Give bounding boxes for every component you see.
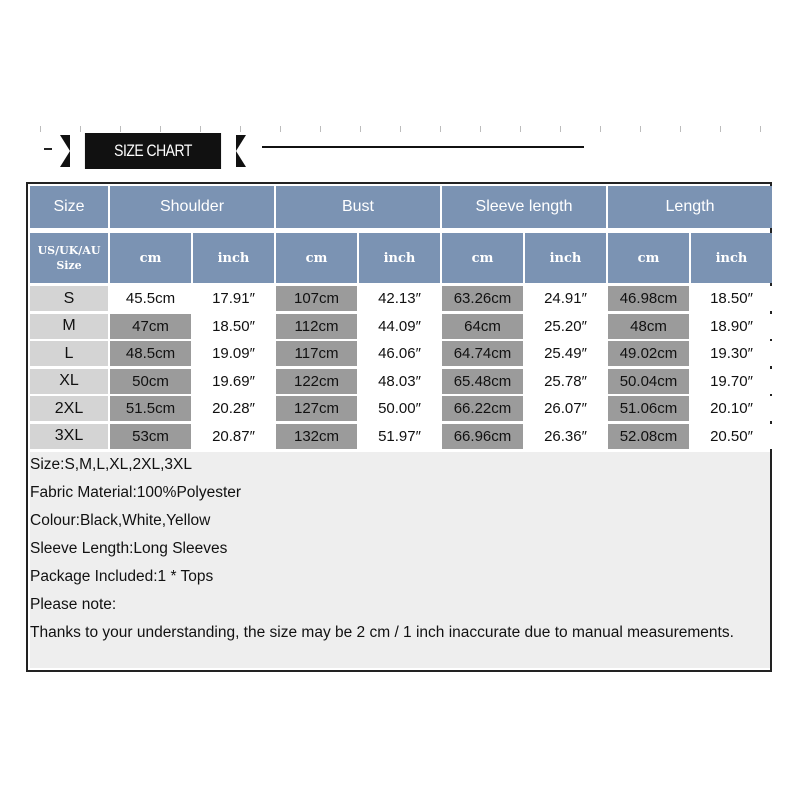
bust-cm-cell: 107cm (276, 286, 357, 311)
ruler-tick (160, 126, 161, 132)
sleeve-inch-cell: 25.20″ (525, 314, 606, 339)
size-label-cell: 3XL (30, 424, 108, 449)
unit-cm: cm (442, 233, 523, 283)
note-sleeve-length: Sleeve Length:Long Sleeves (30, 540, 228, 557)
ruler-tick (320, 126, 321, 132)
ruler-tick (520, 126, 521, 132)
ruler-tick (280, 126, 281, 132)
ruler-tick (120, 126, 121, 132)
shoulder-cm-cell: 45.5cm (110, 286, 191, 311)
sleeve-inch-cell: 25.49″ (525, 341, 606, 366)
unit-inch: inch (525, 233, 606, 283)
bust-inch-cell: 44.09″ (359, 314, 440, 339)
sleeve-cm-cell: 64.74cm (442, 341, 523, 366)
table-row (30, 369, 772, 394)
note-please-note: Please note: (30, 596, 117, 613)
size-label-cell: XL (30, 369, 108, 394)
bust-inch-cell: 48.03″ (359, 369, 440, 394)
ruler-tick (200, 126, 201, 132)
unit-cm: cm (110, 233, 191, 283)
shoulder-inch-cell: 19.09″ (193, 341, 274, 366)
table-unit-row (30, 233, 772, 283)
length-inch-cell: 19.70″ (691, 369, 772, 394)
size-label-cell: L (30, 341, 108, 366)
length-inch-cell: 18.50″ (691, 286, 772, 311)
unit-cm: cm (276, 233, 357, 283)
length-cm-cell: 51.06cm (608, 396, 689, 421)
size-label-cell: 2XL (30, 396, 108, 421)
length-inch-cell: 18.90″ (691, 314, 772, 339)
banner-ribbon-left (60, 135, 70, 167)
length-inch-cell: 20.50″ (691, 424, 772, 449)
size-region-label: US/UK/AU (37, 244, 101, 257)
table-header-row (30, 186, 772, 228)
ruler-tick (240, 126, 241, 132)
sleeve-cm-cell: 63.26cm (442, 286, 523, 311)
note-measurement-disclaimer: Thanks to your understanding, the size may be 2 cm / 1 inch inaccurate due to manual measurements. (30, 624, 734, 641)
sleeve-inch-cell: 25.78″ (525, 369, 606, 394)
size-label-cell: M (30, 314, 108, 339)
unit-inch: inch (691, 233, 772, 283)
table-row (30, 424, 772, 449)
sleeve-inch-cell: 26.07″ (525, 396, 606, 421)
shoulder-inch-cell: 17.91″ (193, 286, 274, 311)
length-inch-cell: 20.10″ (691, 396, 772, 421)
length-cm-cell: 52.08cm (608, 424, 689, 449)
bust-cm-cell: 132cm (276, 424, 357, 449)
ruler-tick (440, 126, 441, 132)
shoulder-inch-cell: 20.28″ (193, 396, 274, 421)
bust-cm-cell: 122cm (276, 369, 357, 394)
bust-inch-cell: 50.00″ (359, 396, 440, 421)
size-word-label: Size (56, 259, 82, 272)
bust-cm-cell: 117cm (276, 341, 357, 366)
ruler-tick (560, 126, 561, 132)
note-colour: Colour:Black,White,Yellow (30, 512, 211, 529)
length-cm-cell: 49.02cm (608, 341, 689, 366)
size-chart-banner: SIZE CHART (85, 133, 221, 169)
sleeve-inch-cell: 26.36″ (525, 424, 606, 449)
shoulder-inch-cell: 18.50″ (193, 314, 274, 339)
note-sizes: Size:S,M,L,XL,2XL,3XL (30, 456, 192, 473)
header-sleeve-length: Sleeve length (442, 186, 606, 228)
table-row (30, 314, 772, 339)
ruler-tick (680, 126, 681, 132)
shoulder-cm-cell: 48.5cm (110, 341, 191, 366)
table-row (30, 396, 772, 421)
shoulder-cm-cell: 53cm (110, 424, 191, 449)
note-fabric: Fabric Material:100%Polyester (30, 484, 242, 501)
ruler-tick (480, 126, 481, 132)
header-size: Size (30, 186, 108, 228)
sleeve-cm-cell: 66.96cm (442, 424, 523, 449)
sleeve-inch-cell: 24.91″ (525, 286, 606, 311)
ruler-tick (600, 126, 601, 132)
header-shoulder: Shoulder (110, 186, 274, 228)
subheader-size-label (30, 233, 108, 283)
header-length: Length (608, 186, 772, 228)
shoulder-inch-cell: 20.87″ (193, 424, 274, 449)
length-cm-cell: 46.98cm (608, 286, 689, 311)
banner-dash (44, 148, 52, 150)
note-package: Package Included:1 * Tops (30, 568, 214, 585)
bust-inch-cell: 46.06″ (359, 341, 440, 366)
unit-inch: inch (359, 233, 440, 283)
size-table-body (30, 286, 772, 451)
banner-rule (262, 146, 584, 148)
length-inch-cell: 19.30″ (691, 341, 772, 366)
ruler-tick (40, 126, 41, 132)
bust-inch-cell: 42.13″ (359, 286, 440, 311)
unit-cm: cm (608, 233, 689, 283)
length-cm-cell: 50.04cm (608, 369, 689, 394)
ruler-tick (360, 126, 361, 132)
bust-cm-cell: 112cm (276, 314, 357, 339)
length-cm-cell: 48cm (608, 314, 689, 339)
bust-cm-cell: 127cm (276, 396, 357, 421)
sleeve-cm-cell: 65.48cm (442, 369, 523, 394)
bust-inch-cell: 51.97″ (359, 424, 440, 449)
unit-inch: inch (193, 233, 274, 283)
ruler-tick (400, 126, 401, 132)
shoulder-cm-cell: 47cm (110, 314, 191, 339)
shoulder-cm-cell: 50cm (110, 369, 191, 394)
product-notes (30, 452, 770, 668)
ruler-tick (80, 126, 81, 132)
sleeve-cm-cell: 64cm (442, 314, 523, 339)
sleeve-cm-cell: 66.22cm (442, 396, 523, 421)
ruler-tick (640, 126, 641, 132)
shoulder-cm-cell: 51.5cm (110, 396, 191, 421)
ruler-tick (720, 126, 721, 132)
banner-ribbon-right (236, 135, 246, 167)
ruler-tick (760, 126, 761, 132)
size-label-cell: S (30, 286, 108, 311)
shoulder-inch-cell: 19.69″ (193, 369, 274, 394)
header-bust: Bust (276, 186, 440, 228)
table-row (30, 286, 772, 311)
table-row (30, 341, 772, 366)
